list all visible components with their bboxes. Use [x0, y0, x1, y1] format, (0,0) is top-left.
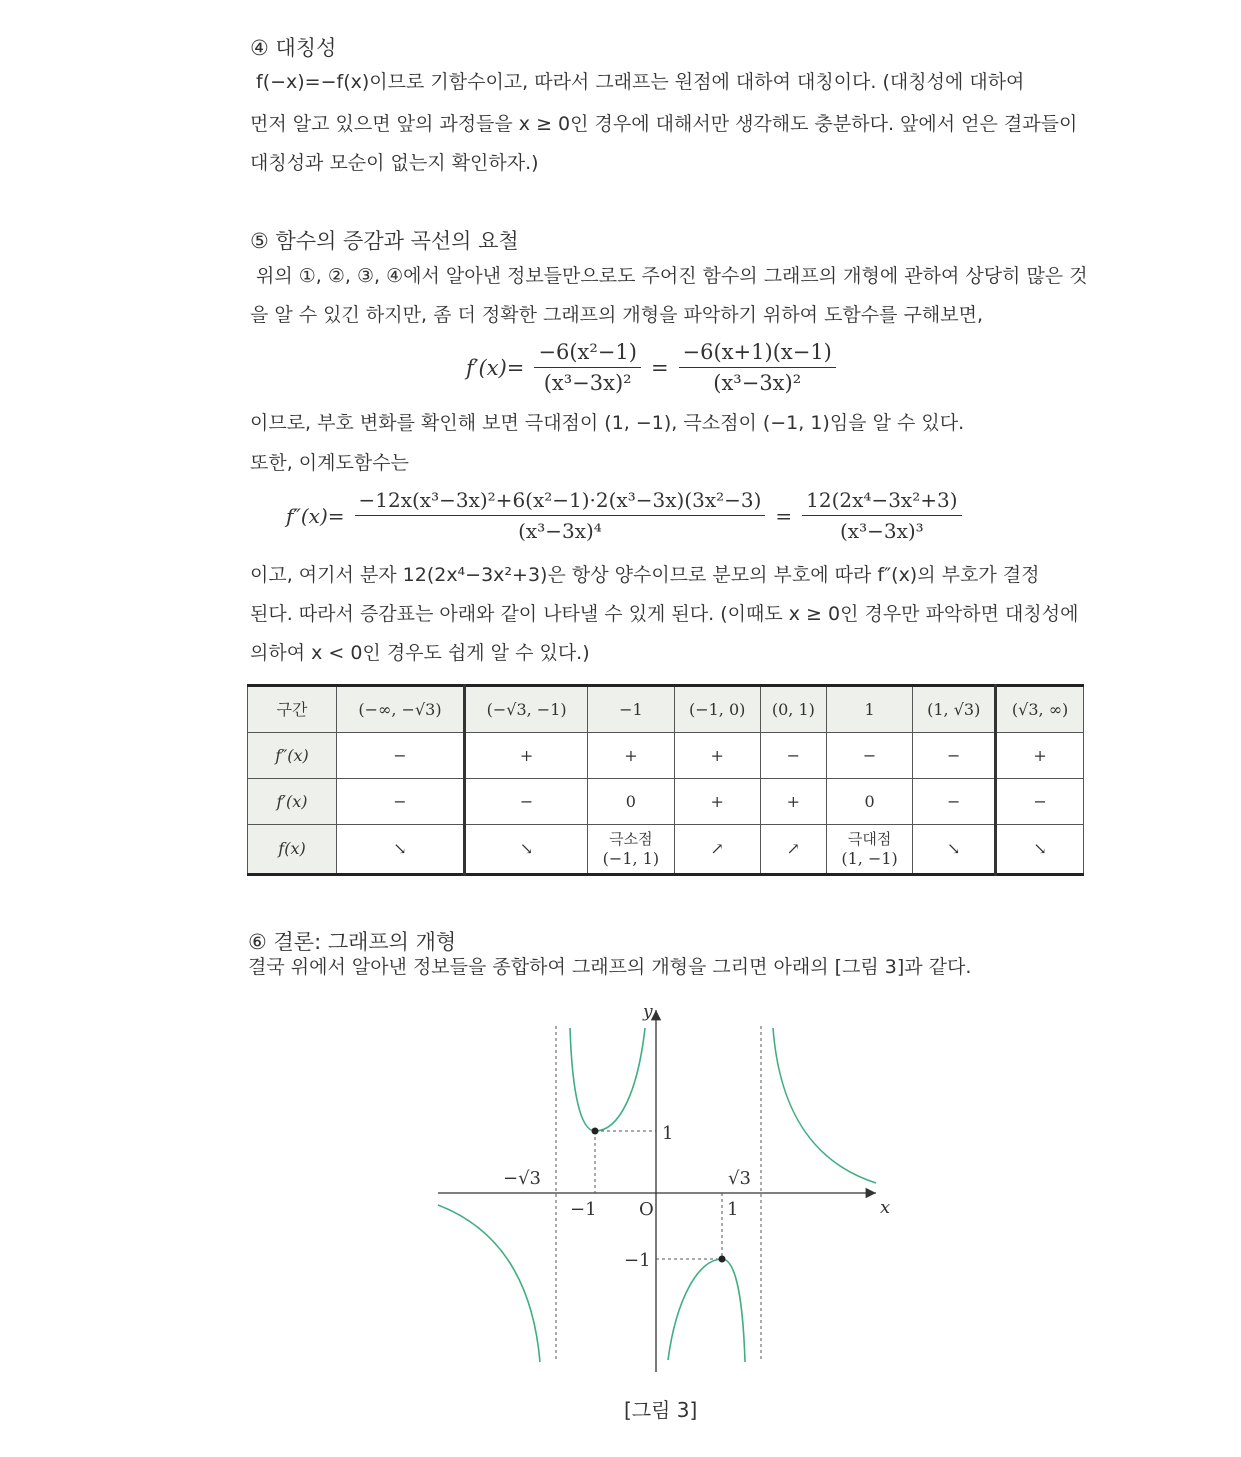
curve-left-branch	[438, 1205, 540, 1362]
y-tick-neg1: −1	[624, 1250, 651, 1271]
y-tick-1: 1	[662, 1123, 674, 1144]
table-cell: −	[913, 733, 996, 779]
f2-denominator-1: (x³−3x)⁴	[518, 519, 602, 543]
table-header-cell: (√3, ∞)	[996, 686, 1084, 733]
f1-numerator-2: −6(x+1)(x−1)	[679, 340, 836, 368]
local-max-label: 극대점	[847, 830, 892, 848]
section4-line3: 대칭성과 모순이 없는지 확인하자.)	[250, 152, 539, 174]
x-tick-neg1: −1	[570, 1199, 597, 1220]
section5-line7: 의하여 x < 0인 경우도 쉽게 알 수 있다.)	[250, 642, 590, 664]
table-header-cell: (0, 1)	[760, 686, 826, 733]
section4-line2: 먼저 알고 있으면 앞의 과정들을 x ≥ 0인 경우에 대해서만 생각해도 충분하다. 앞에서 얻은 결과들이	[250, 113, 1078, 135]
table-header-cell: 1	[826, 686, 912, 733]
y-axis-label: y	[643, 1002, 653, 1022]
local-max-dot	[719, 1256, 726, 1263]
table-header-cell: (−√3, −1)	[464, 686, 587, 733]
table-cell: −	[996, 779, 1084, 825]
table-cell: +	[588, 733, 674, 779]
f1-denominator-1: (x³−3x)²	[543, 371, 632, 395]
f1-denominator-2: (x³−3x)²	[713, 371, 802, 395]
curve-mid-right-branch	[668, 1259, 745, 1362]
local-min-label: 극소점	[609, 830, 653, 848]
table-cell: −	[826, 733, 912, 779]
x-axis-label: x	[880, 1197, 891, 1218]
f2-lhs: f″(x)=	[286, 503, 345, 528]
table-cell: −	[337, 733, 465, 779]
f2-denominator-2: (x³−3x)³	[840, 519, 924, 543]
section5-line2: 을 알 수 있긴 하지만, 좀 더 정확한 그래프의 개형을 파악하기 위하여 도함수를 구해보면,	[250, 304, 983, 326]
table-cell: −	[913, 779, 996, 825]
table-row-label: f′(x)	[248, 779, 337, 825]
table-cell: +	[760, 779, 826, 825]
section6-line1: 결국 위에서 알아낸 정보들을 종합하여 그래프의 개형을 그리면 아래의 [그림 3]과 같다.	[248, 956, 972, 978]
curve-right-branch	[773, 1028, 876, 1183]
section6-title: ⑥ 결론: 그래프의 개형	[248, 930, 457, 954]
table-cell: 0	[826, 779, 912, 825]
decreasing-arrow-icon: ↘	[913, 825, 996, 875]
section4-line1: f(−x)=−f(x)이므로 기함수이고, 따라서 그래프는 원점에 대하여 대칭이다. (대칭성에 대하여	[256, 71, 1025, 93]
figure-caption: [그림 3]	[624, 1398, 698, 1422]
section4-title: ④ 대칭성	[250, 36, 337, 60]
table-cell: 0	[588, 779, 674, 825]
table-cell: +	[996, 733, 1084, 779]
section5-line6: 된다. 따라서 증감표는 아래와 같이 나타낼 수 있게 된다. (이때도 x ≥ 0인 경우만 파악하면 대칭성에	[250, 603, 1079, 625]
section5-line5: 이고, 여기서 분자 12(2x⁴−3x²+3)은 항상 양수이므로 분모의 부호에 따라 f″(x)의 부호가 결정	[250, 564, 1040, 586]
table-header-cell: −1	[588, 686, 674, 733]
neg-sqrt3-label: −√3	[503, 1168, 542, 1189]
table-cell: −	[337, 779, 465, 825]
x-tick-pos1: 1	[727, 1199, 739, 1220]
local-max-point: (1, −1)	[841, 849, 898, 868]
decreasing-arrow-icon: ↘	[337, 825, 465, 875]
increasing-arrow-icon: ↗	[674, 825, 760, 875]
section5-line4: 또한, 이계도함수는	[250, 452, 409, 474]
f2-numerator-2: 12(2x⁴−3x²+3)	[802, 488, 961, 516]
origin-label: O	[639, 1199, 654, 1220]
section5-line3: 이므로, 부호 변화를 확인해 보면 극대점이 (1, −1), 극소점이 (−1, 1)임을 알 수 있다.	[250, 412, 965, 434]
f1-numerator-1: −6(x²−1)	[534, 340, 641, 368]
table-header-cell: (−∞, −√3)	[337, 686, 465, 733]
local-min-dot	[592, 1128, 599, 1135]
table-cell: −	[760, 733, 826, 779]
f1-lhs: f′(x)=	[466, 355, 525, 380]
f2-numerator-1: −12x(x³−3x)²+6(x²−1)·2(x³−3x)(3x²−3)	[355, 488, 766, 516]
table-cell: +	[464, 733, 587, 779]
decreasing-arrow-icon: ↘	[464, 825, 587, 875]
table-header-cell: (1, √3)	[913, 686, 996, 733]
increasing-arrow-icon: ↗	[760, 825, 826, 875]
decreasing-arrow-icon: ↘	[996, 825, 1084, 875]
section5-title: ⑤ 함수의 증감과 곡선의 요철	[250, 229, 519, 253]
local-min-point: (−1, 1)	[602, 849, 660, 868]
pos-sqrt3-label: √3	[728, 1168, 751, 1189]
f2-equals: =	[775, 503, 793, 528]
table-cell: +	[674, 733, 760, 779]
table-cell: +	[674, 779, 760, 825]
table-row-label: f(x)	[248, 825, 337, 875]
section5-line1: 위의 ①, ②, ③, ④에서 알아낸 정보들만으로도 주어진 함수의 그래프의 개형에 관하여 상당히 많은 것	[256, 265, 1088, 287]
f1-equals: =	[650, 355, 669, 380]
table-header-cell: 구간	[248, 686, 337, 733]
table-row-label: f″(x)	[248, 733, 337, 779]
table-cell: −	[464, 779, 587, 825]
table-header-cell: (−1, 0)	[674, 686, 760, 733]
curve-mid-left-branch	[570, 1028, 645, 1131]
